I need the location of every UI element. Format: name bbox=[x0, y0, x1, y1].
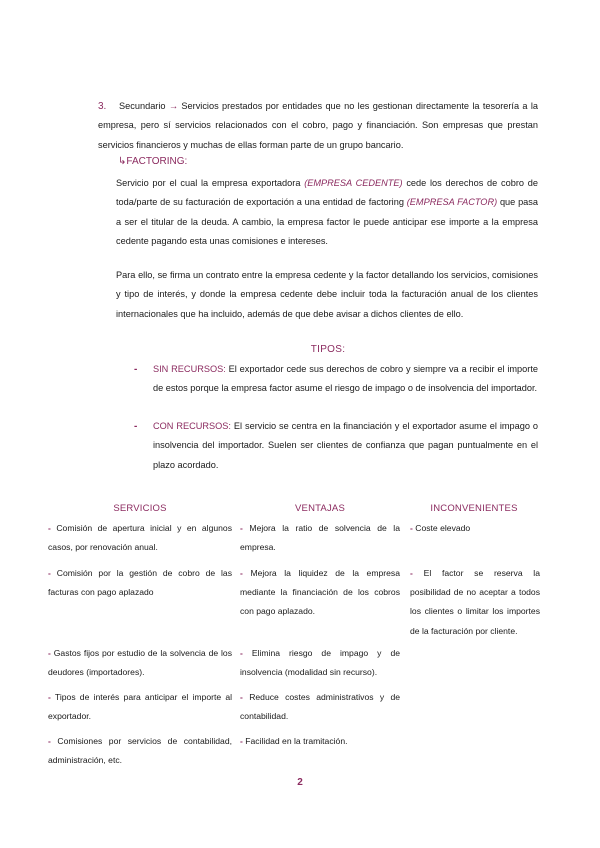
column-header-inconvenientes: INCONVENIENTES bbox=[430, 503, 518, 514]
servicios-item bbox=[48, 644, 232, 682]
inconvenientes-item bbox=[410, 519, 540, 538]
factoring-definition bbox=[116, 174, 538, 252]
section-text: Servicios prestados por entidades que no les gestionan directamente la tesorería a la empresa, pero sí servicios relacionados con el cobro, pago y financiación. Son empresas que prestan servicios financieros y muchas de ellas forman parte de un grupo bancario. bbox=[98, 101, 539, 150]
dash-bullet: - bbox=[48, 523, 51, 533]
bullet-dash: - bbox=[134, 364, 138, 375]
ventajas-item bbox=[240, 564, 400, 622]
inconvenientes-text: Coste elevado bbox=[415, 523, 471, 533]
servicios-text: Comisiones por servicios de contabilidad, administración, etc. bbox=[48, 736, 232, 766]
dash-bullet: - bbox=[48, 692, 51, 702]
dash-bullet: - bbox=[240, 692, 243, 702]
factoring-heading bbox=[118, 156, 187, 167]
definition-text-1: Servicio por el cual la empresa exportadora bbox=[116, 178, 305, 188]
section-label: Secundario bbox=[119, 101, 166, 111]
servicios-text: Comisión por la gestión de cobro de las facturas con pago aplazado bbox=[48, 568, 233, 598]
servicios-text: Comisión de apertura inicial y en algunos casos, por renovación anual. bbox=[48, 523, 232, 553]
column-header-ventajas: VENTAJAS bbox=[295, 503, 345, 514]
subarrow-icon: ↳ bbox=[118, 156, 127, 167]
ventajas-text: Mejora la liquidez de la empresa mediante la financiación de los cobros con pago aplazado. bbox=[240, 568, 400, 617]
dash-bullet: - bbox=[48, 648, 51, 658]
inconvenientes-item bbox=[410, 564, 540, 641]
tipo-item-con-recursos bbox=[136, 417, 538, 475]
empresa-cedente-term: (EMPRESA CEDENTE) bbox=[304, 178, 403, 188]
servicios-item bbox=[48, 732, 232, 770]
servicios-item bbox=[48, 564, 232, 602]
tipo-item-sin-recursos bbox=[136, 360, 538, 399]
dash-bullet: - bbox=[240, 648, 243, 658]
servicios-item bbox=[48, 688, 232, 726]
dash-bullet: - bbox=[240, 523, 243, 533]
servicios-text: Tipos de interés para anticipar el importe al exportador. bbox=[48, 692, 233, 722]
servicios-item bbox=[48, 519, 232, 557]
dash-bullet: - bbox=[48, 736, 51, 746]
dash-bullet: - bbox=[410, 568, 413, 578]
arrow-right-icon: → bbox=[168, 101, 179, 111]
dash-bullet: - bbox=[240, 736, 243, 746]
tipo-label: CON RECURSOS: bbox=[153, 421, 231, 431]
factoring-contract-paragraph: Para ello, se firma un contrato entre la empresa cedente y la factor detallando los servicios, comisiones y tipo de interés, y donde la empresa cedente debe incluir toda la facturación anual de los clientes internacionales que ha incluido, además de que debe avisar a dichos clientes de ello. bbox=[116, 270, 538, 319]
factoring-title: FACTORING: bbox=[126, 156, 188, 167]
section-3-paragraph bbox=[98, 97, 538, 155]
ventajas-text: Reduce costes administrativos y de contabilidad. bbox=[240, 692, 401, 722]
definition-text-2: cede los derechos de cobro de toda/parte de su facturación de exportación a una entidad de factoring bbox=[116, 178, 538, 208]
section-number: 3. bbox=[98, 101, 107, 112]
tipo-label: SIN RECURSOS: bbox=[153, 364, 226, 374]
dash-bullet: - bbox=[240, 568, 243, 578]
page-number: 2 bbox=[297, 777, 303, 788]
ventajas-item bbox=[240, 644, 400, 682]
tipos-heading: TIPOS: bbox=[310, 344, 346, 355]
column-header-servicios: SERVICIOS bbox=[113, 503, 167, 514]
ventajas-item bbox=[240, 519, 400, 557]
ventajas-text: Elimina riesgo de impago y de insolvencia (modalidad sin recurso). bbox=[240, 648, 401, 678]
ventajas-item bbox=[240, 688, 400, 726]
bullet-dash: - bbox=[134, 421, 138, 432]
inconvenientes-text: El factor se reserva la posibilidad de no aceptar a todos los clientes o limitar los importes de la facturación por cliente. bbox=[410, 568, 540, 636]
tipo-text: El exportador cede sus derechos de cobro y siempre va a recibir el importe de estos porque la empresa factor asume el riesgo de impago o de insolvencia del importador. bbox=[153, 364, 538, 394]
tipo-text: El servicio se centra en la financiación y el exportador asume el impago o insolvencia del importador. Suelen ser clientes de confianza que pagan puntualmente en el plazo acordado. bbox=[153, 421, 538, 470]
ventajas-text: Facilidad en la tramitación. bbox=[245, 736, 348, 746]
ventajas-item bbox=[240, 732, 400, 751]
dash-bullet: - bbox=[410, 523, 413, 533]
empresa-factor-term: (EMPRESA FACTOR) bbox=[406, 197, 498, 208]
definition-text-3: que pasa a ser el titular de la deuda. A cambio, la empresa factor le puede anticipar ese importe a la empresa cedente pagando esta unas comisiones e intereses. bbox=[116, 197, 538, 247]
ventajas-text: Mejora la ratio de solvencia de la empresa. bbox=[240, 523, 400, 553]
servicios-text: Gastos fijos por estudio de la solvencia de los deudores (importadores). bbox=[48, 648, 232, 678]
dash-bullet: - bbox=[48, 568, 51, 578]
